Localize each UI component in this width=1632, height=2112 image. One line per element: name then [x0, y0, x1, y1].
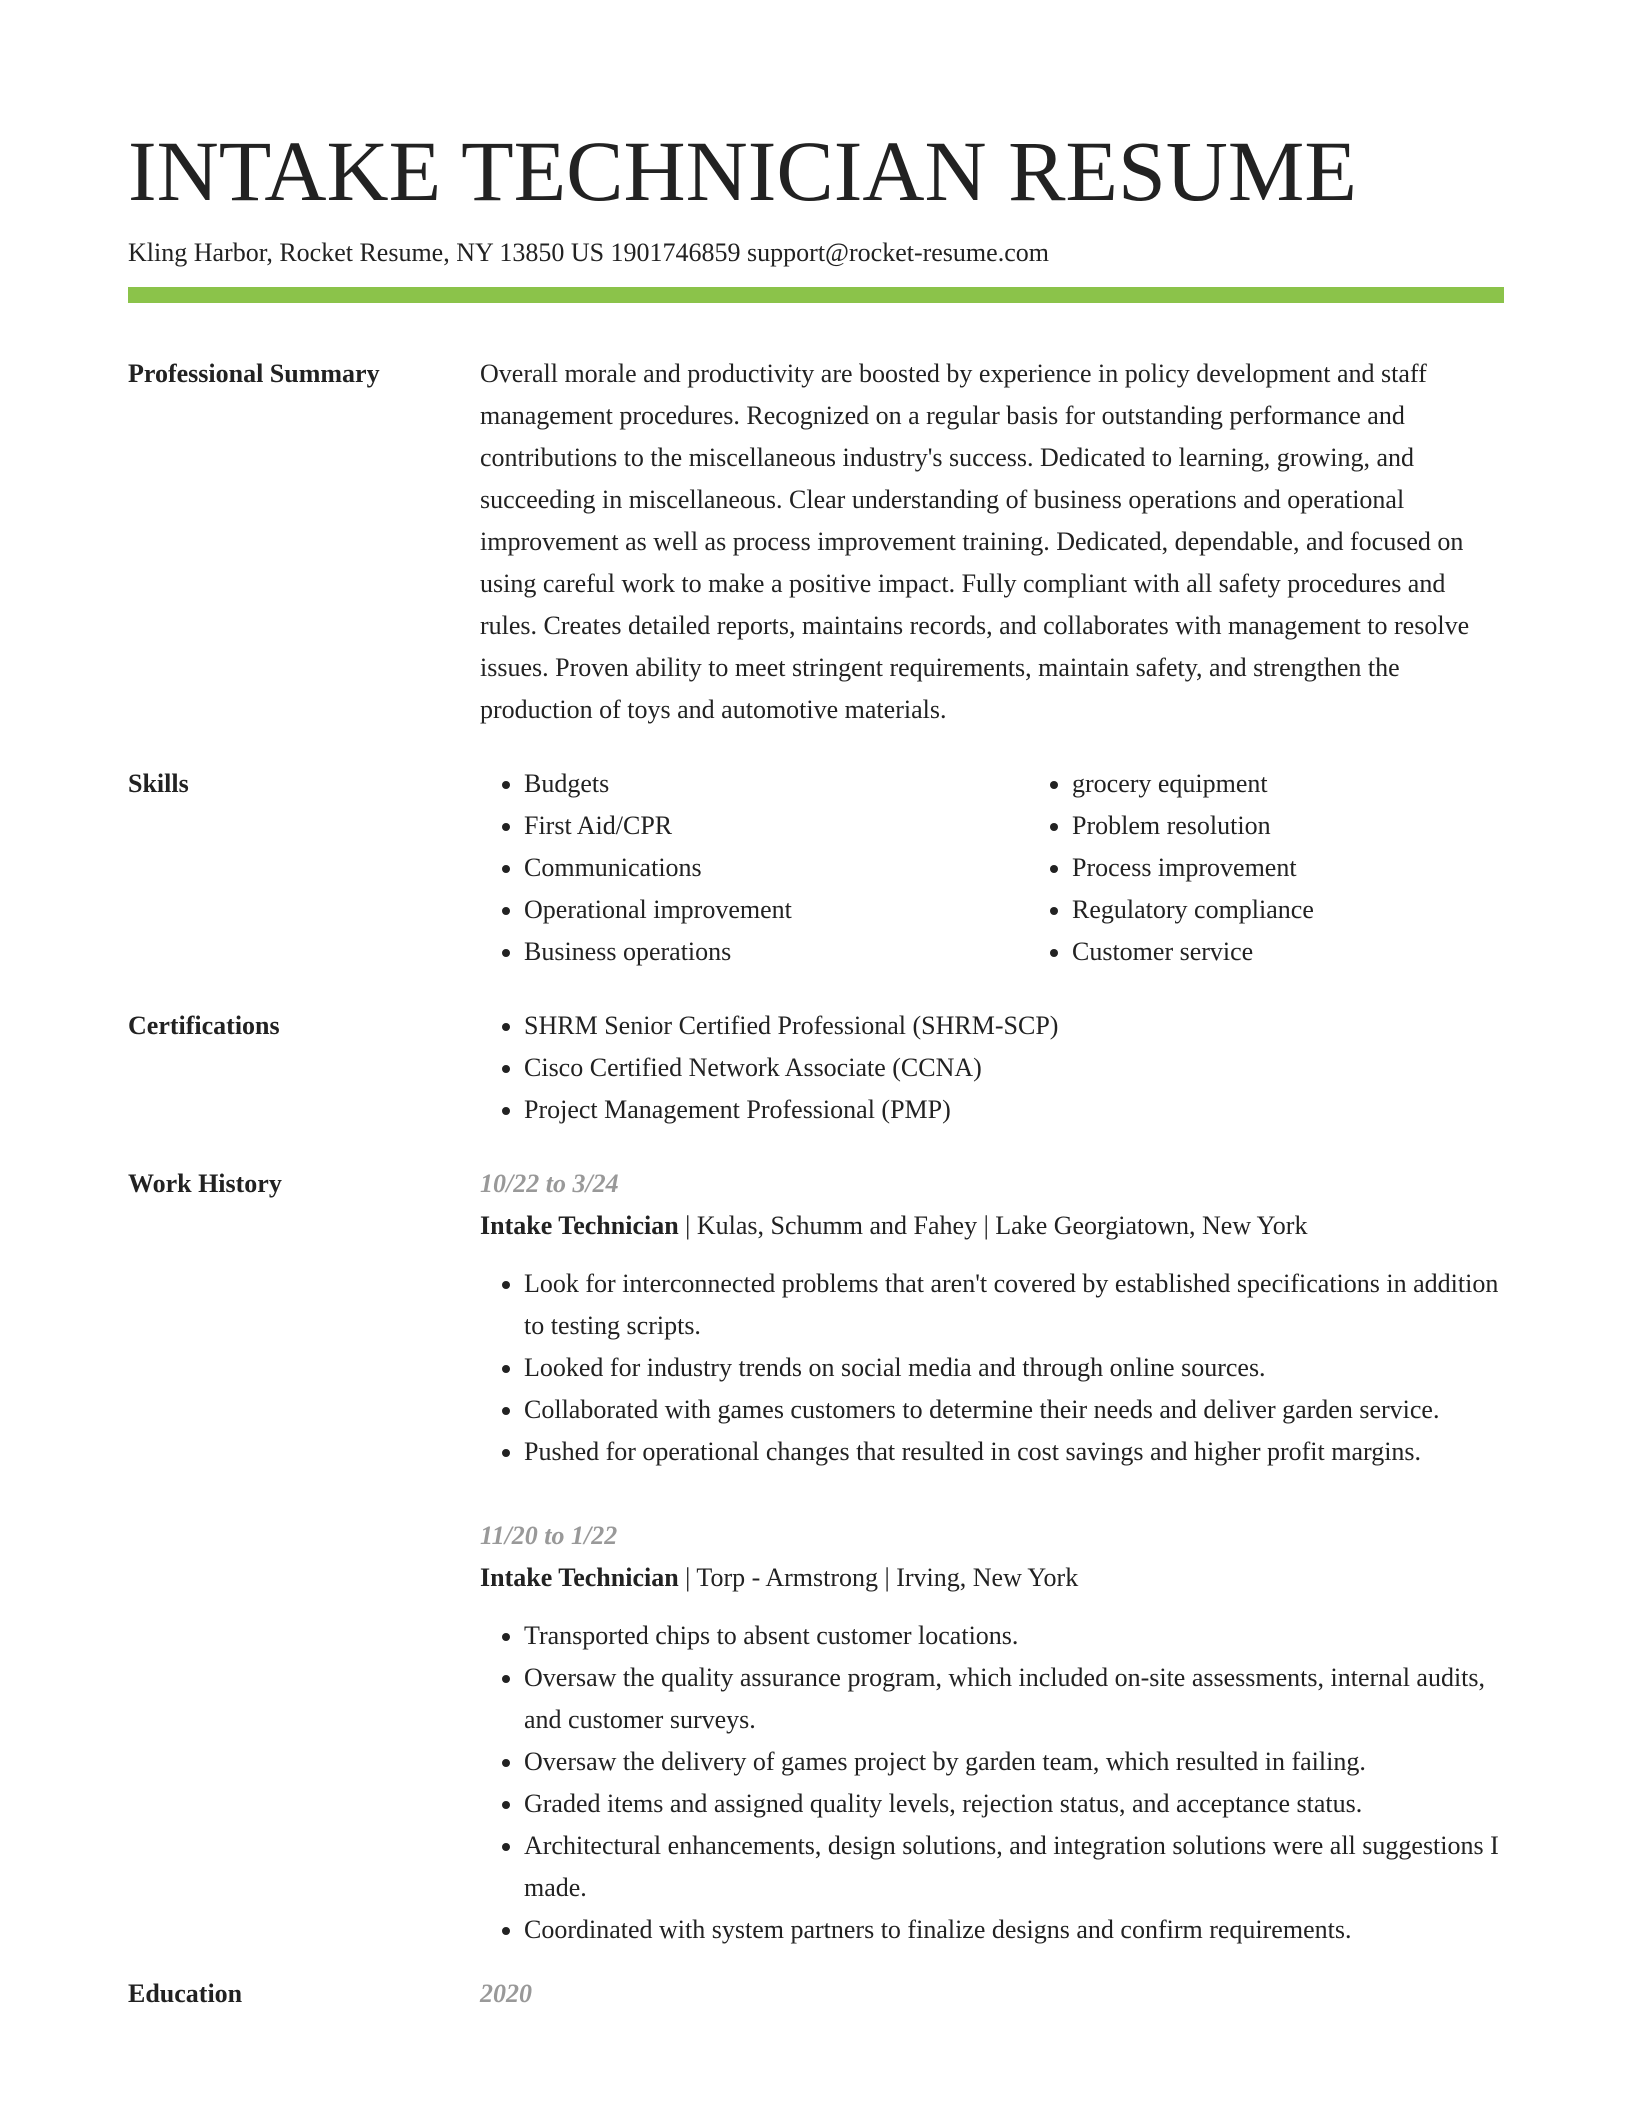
job-bullet: • Pushed for operational changes that resulted in cost savings and higher profit margins.	[524, 1431, 1504, 1473]
skill-item: • Operational improvement	[524, 889, 1028, 931]
skill-item: • Regulatory compliance	[1072, 889, 1572, 931]
work-history-label: Work History	[128, 1169, 282, 1198]
job-bullet: • Oversaw the quality assurance program, which included on-site assessments, internal audits, and customer surveys.	[524, 1657, 1504, 1741]
job-date: 10/22 to 3/24	[480, 1169, 619, 1198]
job-title: Intake Technician	[480, 1563, 679, 1592]
resume-title: INTAKE TECHNICIAN RESUME	[128, 123, 1357, 219]
certifications-label: Certifications	[128, 1011, 280, 1040]
summary-section	[128, 353, 1504, 731]
certifications-list	[480, 1005, 1504, 1131]
skill-item: • Customer service	[1072, 931, 1572, 973]
job-bullet: • Transported chips to absent customer locations.	[524, 1615, 1504, 1657]
job-date: 11/20 to 1/22	[480, 1521, 618, 1550]
work-history-list	[480, 1163, 1504, 1951]
job-heading	[480, 1205, 1504, 1247]
job-heading	[480, 1557, 1504, 1599]
education-label: Education	[128, 1979, 243, 2008]
job-details: | Torp - Armstrong | Irving, New York	[678, 1563, 1079, 1592]
job-bullet: • Oversaw the delivery of games project by garden team, which resulted in failing.	[524, 1741, 1504, 1783]
job-bullet: • Look for interconnected problems that aren't covered by established specifications in addition to testing scripts.	[524, 1263, 1504, 1347]
job-bullets	[480, 1263, 1504, 1473]
job-details: | Kulas, Schumm and Fahey | Lake Georgiatown, New York	[678, 1211, 1308, 1240]
summary-text: Overall morale and productivity are boosted by experience in policy development and staff management procedures. Recognized on a regular basis for outstanding performance and contributions to the miscellaneous industry's success. Dedicated to learning, growing, and succeeding in miscellaneous. Clear understanding of business operations and operational improvement as well as process improvement training. Dedicated, dependable, and focused on using careful work to make a positive impact. Fully compliant with all safety procedures and rules. Creates detailed reports, maintains records, and collaborates with management to resolve issues. Proven ability to meet stringent requirements, maintain safety, and strengthen the production of toys and automotive materials.	[480, 359, 1470, 724]
certification-item: • Project Management Professional (PMP)	[524, 1089, 1504, 1131]
skills-section	[128, 763, 1504, 973]
education-section	[128, 1973, 1504, 2015]
job-entry	[480, 1515, 1504, 1951]
job-bullets	[480, 1615, 1504, 1951]
certification-item: • Cisco Certified Network Associate (CCNA)	[524, 1047, 1504, 1089]
skill-item: • Communications	[524, 847, 1028, 889]
job-bullet: • Looked for industry trends on social media and through online sources.	[524, 1347, 1504, 1389]
certification-item: • SHRM Senior Certified Professional (SHRM-SCP)	[524, 1005, 1504, 1047]
skill-item: • Process improvement	[1072, 847, 1572, 889]
job-title: Intake Technician	[480, 1211, 679, 1240]
skill-item: • Problem resolution	[1072, 805, 1572, 847]
work-history-section	[128, 1163, 1504, 1951]
skill-item: • Budgets	[524, 763, 1028, 805]
skills-list	[480, 763, 1572, 973]
education-date: 2020	[480, 1979, 532, 2008]
job-bullet: • Collaborated with games customers to determine their needs and deliver garden service.	[524, 1389, 1504, 1431]
skills-label: Skills	[128, 769, 189, 798]
job-bullet: • Architectural enhancements, design solutions, and integration solutions were all suggestions I made.	[524, 1825, 1504, 1909]
certifications-section	[128, 1005, 1504, 1131]
job-bullet: • Coordinated with system partners to finalize designs and confirm requirements.	[524, 1909, 1504, 1951]
skills-column-1	[480, 763, 1028, 973]
skill-item: • Business operations	[524, 931, 1028, 973]
education-list	[480, 1973, 1504, 2015]
job-bullet: • Graded items and assigned quality levels, rejection status, and acceptance status.	[524, 1783, 1504, 1825]
skill-item: • First Aid/CPR	[524, 805, 1028, 847]
header-divider	[128, 287, 1504, 303]
skills-column-2	[1028, 763, 1572, 973]
resume-page	[128, 0, 1504, 2015]
skill-item: • grocery equipment	[1072, 763, 1572, 805]
summary-label: Professional Summary	[128, 359, 380, 388]
contact-info: Kling Harbor, Rocket Resume, NY 13850 US 1901746859 support@rocket-resume.com	[128, 238, 1049, 267]
job-entry	[480, 1163, 1504, 1473]
